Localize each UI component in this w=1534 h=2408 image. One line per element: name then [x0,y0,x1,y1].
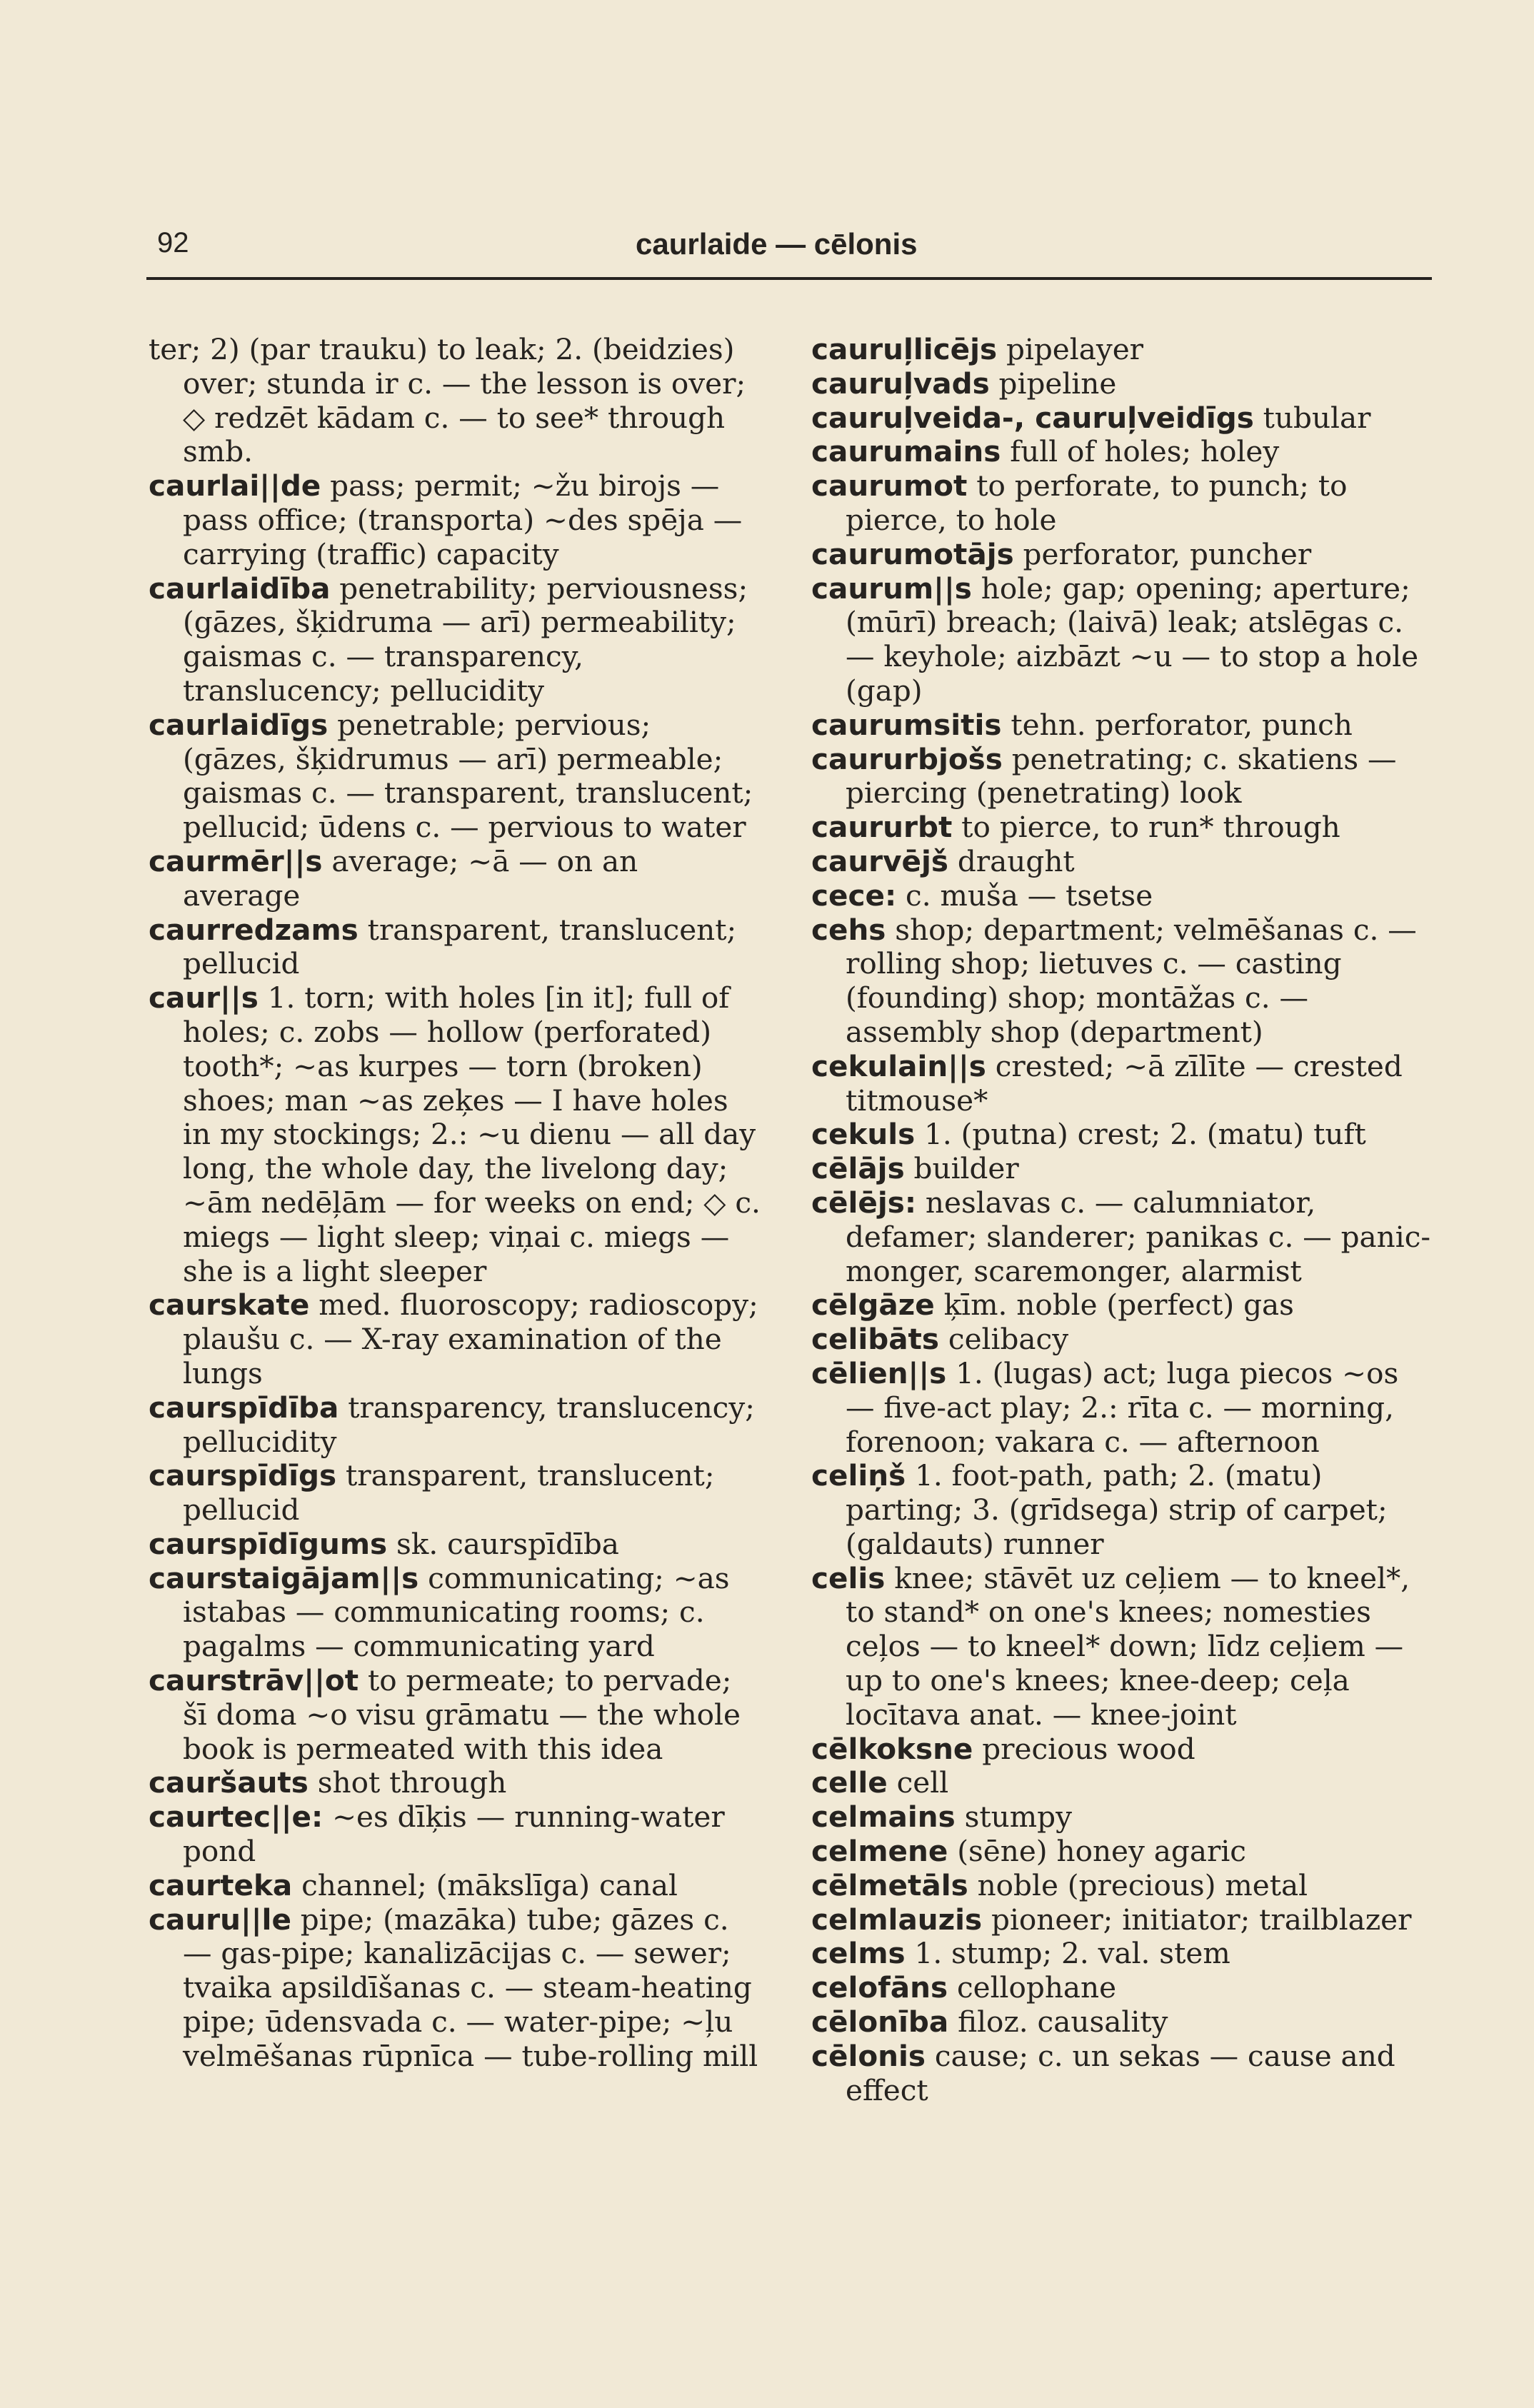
dictionary-entry [811,1118,1433,1152]
dictionary-entry [811,1562,1433,1732]
entry-definition: average; ~ā — on an average [183,843,638,913]
dictionary-entry [811,879,1433,913]
entry-headword: cēlien||s [811,1355,947,1390]
page-header [150,227,1435,271]
entry-definition: full of holes; holey [1001,434,1280,469]
entry-headword: cēlkoksne [811,1731,973,1766]
entry-headword: celms [811,1936,906,1971]
entry-headword: caururbjošs [811,741,1003,776]
entry-definition: pipeline [989,366,1117,401]
entry-definition: (sēne) honey agaric [948,1834,1246,1869]
page-number: 92 [157,227,189,259]
dictionary-entry [149,913,763,982]
dictionary-entry [149,1903,763,2074]
entry-headword: celis [811,1560,886,1595]
entry-headword: cēlonība [811,2005,949,2040]
entry-definition: communicating; ~as istabas — communicating rooms; c. pagalms — communicating yard [183,1560,730,1664]
header-rule [146,277,1432,280]
entry-definition: penetrable; pervious; (gāzes, šķidrumus — arī) permeable; gaismas c. — transparent, translucent; pellucid; ūdens c. — pervious to water [183,707,753,845]
entry-headword: celle [811,1765,888,1800]
entry-definition: hole; gap; opening; aperture; (mūrī) breach; (laivā) leak; atslēgas c. — keyhole; aizbāzt ~u — to stop a hole (gap) [846,571,1419,708]
entry-definition: 1. torn; with holes [in it]; full of holes; c. zobs — hollow (perforated) tooth*; ~as kurpes — torn (broken) shoes; man ~as zeķes — I have holes in my stockings; 2.: ~u dienu — all day long, the whole day, the livelong day; ~ām nedēļām — for weeks on end; ◇ c. miegs — light sleep; viņai c. miegs — she is a light sleeper [183,980,761,1288]
entry-definition: ~es dīķis — running-water pond [183,1800,725,1869]
dictionary-entry [811,572,1433,708]
entry-headword: cēlējs: [811,1185,917,1220]
entry-headword: celmlauzis [811,1902,983,1937]
dictionary-entry [811,333,1433,367]
dictionary-entry [149,572,763,708]
dictionary-entry [811,2040,1433,2108]
entry-headword: cehs [811,912,886,947]
dictionary-entry [149,1664,763,1766]
entry-definition: penetrability; perviousness; (gāzes, šķidruma — arī) permeability; gaismas c. — transparency, translucency; pellucidity [183,571,748,708]
entry-headword: cēlgāze [811,1288,935,1323]
entry-headword: cece: [811,878,897,913]
dictionary-entry [811,1835,1433,1869]
entry-definition: 1. foot-path, path; 2. (matu) parting; 3. (grīdsega) strip of carpet; (galdauts) runner [846,1458,1388,1561]
entry-definition: channel; (mākslīga) canal [292,1867,678,1902]
left-column [149,333,763,2074]
entry-definition: neslavas c. — calumniator, defamer; slanderer; panikas c. — panic-monger, scaremonger, alarmist [846,1185,1431,1288]
entry-definition: pioneer; initiator; trailblazer [982,1902,1412,1937]
entry-definition: noble (precious) metal [968,1867,1308,1902]
entry-headword: celiņš [811,1458,906,1493]
entry-headword: cauršauts [149,1765,309,1800]
entry-headword: caurmēr||s [149,843,323,878]
dictionary-entry [811,1152,1433,1186]
entry-definition: stumpy [955,1800,1072,1835]
dictionary-entry [811,1732,1433,1767]
dictionary-entry [811,1869,1433,1903]
dictionary-entry [811,1903,1433,1937]
dictionary-entry [149,1562,763,1664]
entry-definition: to perforate, to punch; to pierce, to hole [846,468,1348,537]
dictionary-entry [149,1459,763,1527]
entry-definition: perforator, puncher [1013,536,1312,571]
entry-headword: caurlaidīgs [149,707,329,742]
entry-headword: caurtec||e: [149,1800,324,1835]
entry-headword: cekulain||s [811,1048,986,1083]
entry-definition: ķīm. noble (perfect) gas [934,1288,1294,1323]
entry-definition: c. muša — tsetse [896,878,1153,913]
entry-definition: ter; 2) (par trauku) to leak; 2. (beidzies) over; stunda ir c. — the lesson is over; ◇ redzēt kādam c. — to see* through smb. [149,332,746,469]
entry-definition: med. fluoroscopy; radioscopy; plaušu c. — X-ray examination of the lungs [183,1288,758,1390]
dictionary-entry [149,469,763,571]
entry-headword: celibāts [811,1322,940,1357]
dictionary-entry [811,1766,1433,1800]
entry-headword: caurspīdīgs [149,1458,337,1493]
dictionary-entry [811,845,1433,879]
entry-definition: transparent, translucent; pellucid [183,1458,715,1527]
entry-headword: cauruļveida-, cauruļveidīgs [811,400,1254,435]
entry-headword: cēlājs [811,1151,905,1186]
dictionary-entry [811,401,1433,436]
entry-definition: penetrating; c. skatiens — piercing (penetrating) look [846,741,1397,811]
dictionary-entry [811,469,1433,538]
dictionary-entry [811,1288,1433,1323]
dictionary-entry [811,1459,1433,1561]
dictionary-entry [811,2005,1433,2040]
dictionary-entry [149,1391,763,1460]
entry-headword: caurredzams [149,912,359,947]
entry-definition: knee; stāvēt uz ceļiem — to kneel*, to stand* on one's knees; nomesties ceļos — to kneel* down; līdz ceļiem — up to one's knees; knee-deep; ceļa locītava anat. — knee-joint [846,1560,1410,1732]
entry-definition: tehn. perforator, punch [1001,707,1353,742]
dictionary-entry [811,811,1433,845]
entry-definition: filoz. causality [948,2005,1168,2040]
entry-definition: celibacy [939,1322,1069,1357]
entry-definition: shot through [308,1765,507,1800]
entry-headword: caurumsitis [811,707,1002,742]
entry-definition: draught [948,843,1075,878]
dictionary-entry [149,708,763,845]
entry-definition: to pierce, to run* through [952,810,1340,845]
entry-definition: to permeate; to pervade; šī doma ~o visu grāmatu — the whole book is permeated with this idea [183,1663,741,1766]
entry-headword: caurumot [811,468,968,503]
entry-headword: caurspīdīgums [149,1526,388,1561]
dictionary-entry [811,1050,1433,1118]
entry-headword: caurumains [811,434,1001,469]
entry-definition: shop; department; velmēšanas c. — rolling shop; lietuves c. — casting (founding) shop; montāžas c. — assembly shop (department) [846,912,1417,1049]
entry-headword: cēlmetāls [811,1867,968,1902]
entry-headword: caurvējš [811,843,948,878]
dictionary-entry [811,1937,1433,1971]
dictionary-entry [811,538,1433,572]
entry-definition: pipe; (mazāka) tube; gāzes c. — gas-pipe; kanalizācijas c. — sewer; tvaika apsildīšanas c. — steam-heating pipe; ūdensvada c. — water-pipe; ~ļu velmēšanas rūpnīca — tube-rolling mill [183,1902,758,2073]
dictionary-entry [149,333,763,469]
entry-definition: cellophane [948,1970,1117,2005]
entry-headword: caururbt [811,810,953,845]
dictionary-entry [811,1323,1433,1357]
dictionary-entry [149,1800,763,1869]
entry-headword: caurumotājs [811,536,1014,571]
entry-definition: 1. (lugas) act; luga piecos ~os — five-act play; 2.: rīta c. — morning, forenoon; vakara c. — afternoon [846,1355,1399,1459]
entry-definition: tubular [1253,400,1371,435]
right-column [811,333,1433,2107]
dictionary-entry [149,845,763,913]
entry-definition: pass; permit; ~žu birojs — pass office; (transporta) ~des spēja — carrying (traffic) capacity [183,468,743,571]
entry-headword: caur||s [149,980,259,1015]
entry-definition: precious wood [973,1731,1195,1766]
running-head: caurlaide — cēlonis [636,227,918,261]
entry-definition: pipelayer [997,332,1144,366]
entry-headword: celofāns [811,1970,948,2005]
entry-headword: caurstrāv||ot [149,1663,359,1698]
dictionary-entry [149,981,763,1288]
entry-definition: cause; c. un sekas — cause and effect [846,2038,1395,2107]
dictionary-entry [149,1869,763,1903]
entry-headword: cauruļlicējs [811,332,998,366]
entry-definition: 1. (putna) crest; 2. (matu) tuft [915,1117,1366,1152]
entry-headword: caurskate [149,1288,310,1323]
dictionary-entry [811,708,1433,743]
dictionary-entry [149,1527,763,1562]
dictionary-entry [811,1357,1433,1459]
entry-definition: crested; ~ā zīlīte — crested titmouse* [846,1048,1403,1118]
dictionary-entry [149,1288,763,1390]
entry-headword: caurstaigājam||s [149,1560,419,1595]
entry-headword: caurteka [149,1867,293,1902]
entry-definition: transparent, translucent; pellucid [183,912,737,981]
entry-headword: celmene [811,1834,948,1869]
entry-definition: builder [904,1151,1019,1186]
entry-headword: cēlonis [811,2038,926,2073]
entry-headword: cauru||le [149,1902,291,1937]
dictionary-entry [149,1766,763,1800]
entry-headword: cekuls [811,1117,916,1152]
entry-headword: caurlaidība [149,571,331,606]
dictionary-entry [811,435,1433,469]
entry-headword: caurum||s [811,571,972,606]
dictionary-entry [811,1186,1433,1288]
entry-headword: caurlai||de [149,468,321,503]
dictionary-entry [811,1971,1433,2005]
dictionary-entry [811,743,1433,811]
entry-headword: caurspīdība [149,1390,339,1425]
entry-definition: sk. caurspīdība [387,1526,619,1561]
dictionary-entry [811,1800,1433,1835]
entry-headword: cauruļvads [811,366,990,401]
entry-definition: cell [887,1765,949,1800]
entry-headword: celmains [811,1800,956,1835]
entry-definition: 1. stump; 2. val. stem [905,1936,1230,1971]
dictionary-entry [811,913,1433,1050]
dictionary-entry [811,367,1433,401]
entry-definition: transparency, translucency; pellucidity [183,1390,755,1459]
